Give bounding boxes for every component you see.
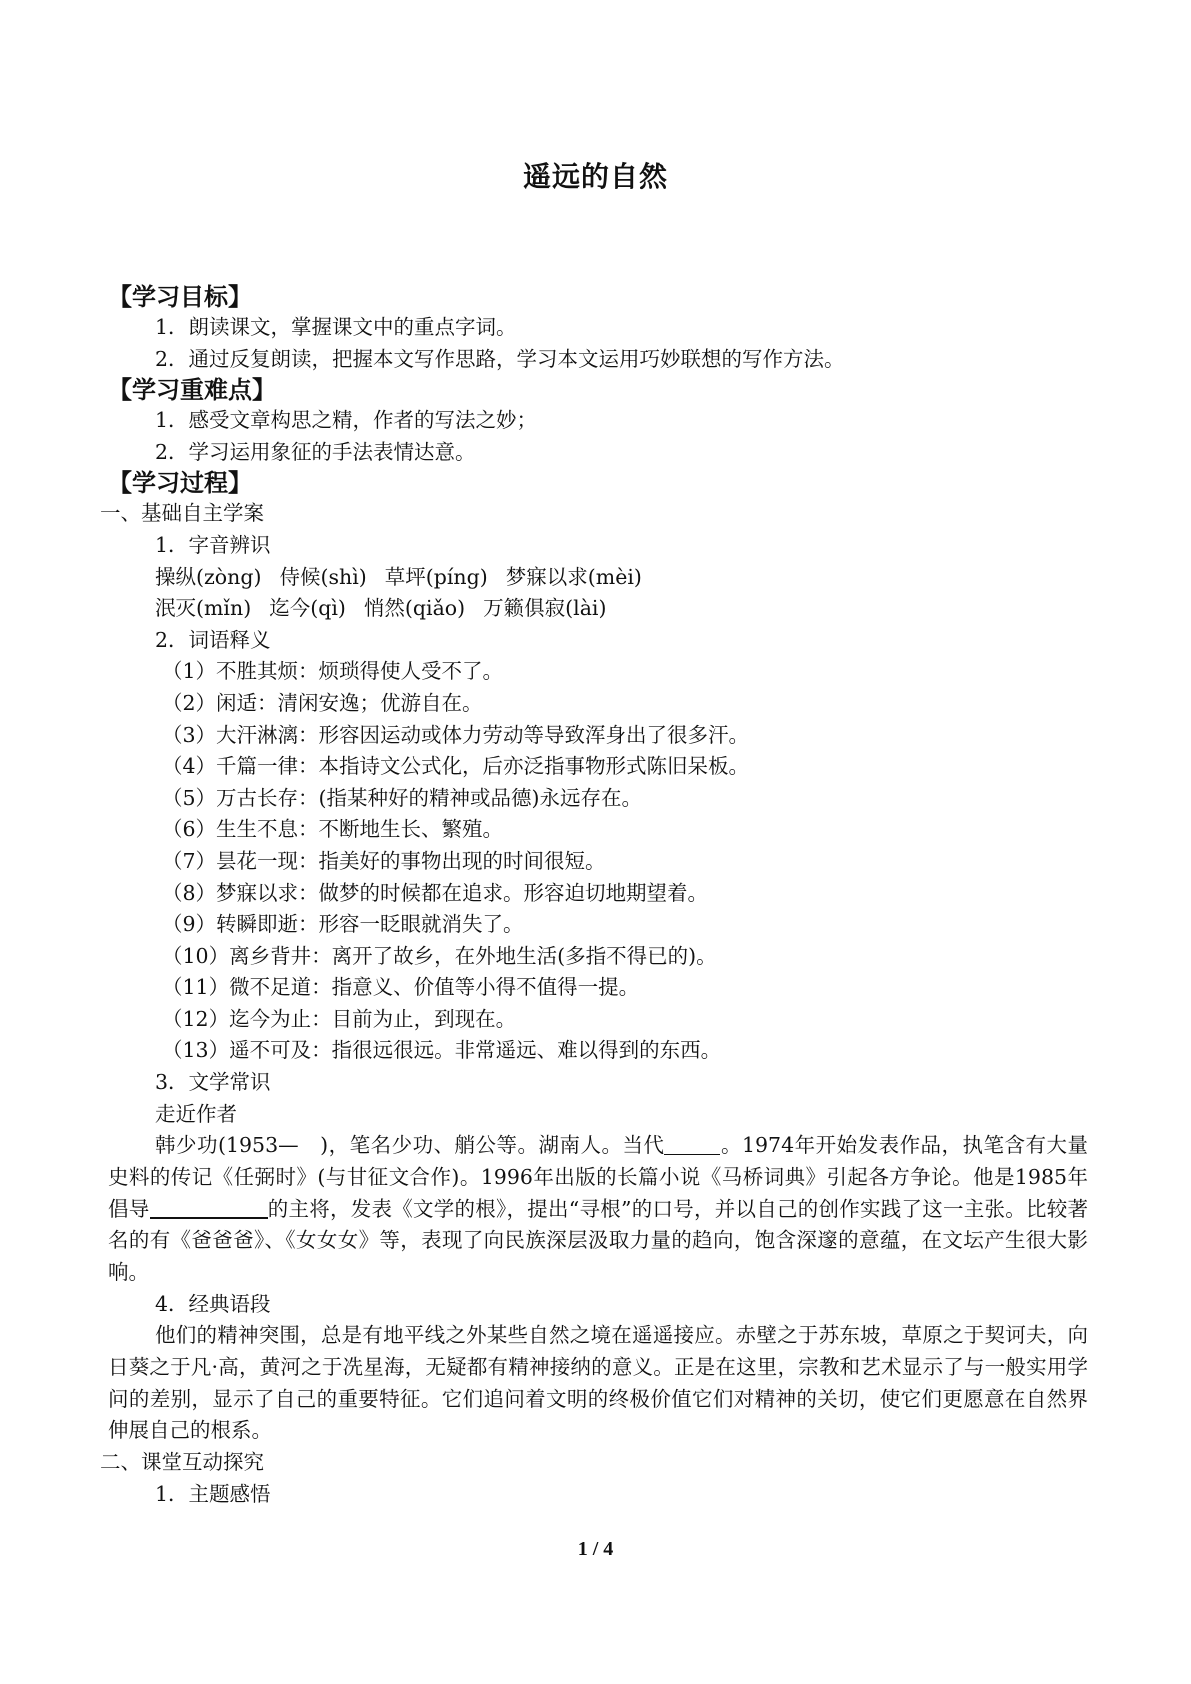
- part-two-title: 二、课堂互动探究: [100, 1450, 264, 1475]
- definition-item: （12）迄今为止：目前为止，到现在。: [162, 1006, 517, 1031]
- page-number: 1 / 4: [577, 1538, 614, 1560]
- fill-blank[interactable]: [150, 1197, 268, 1219]
- document-body: [100, 282, 1089, 1510]
- author-paragraph: [108, 1130, 1088, 1289]
- section-pronunciation-title: 1．字音辨识: [155, 532, 271, 557]
- pronunciation-row: [108, 562, 1088, 594]
- pronunciation-item: 泯灭(mǐn): [155, 596, 252, 621]
- goal-item: 2．通过反复朗读，把握本文写作思路，学习本文运用巧妙联想的写作方法。: [155, 346, 845, 371]
- pronunciation-item: 侍候(shì): [279, 564, 367, 589]
- definition-item: （3）大汗淋漓：形容因运动或体力劳动等导致浑身出了很多汗。: [162, 722, 750, 747]
- definition-item: （7）昙花一现：指美好的事物出现的时间很短。: [162, 848, 606, 873]
- pronunciation-item: 操纵(zòng): [155, 564, 262, 589]
- key-point-item: 1．感受文章构思之精，作者的写法之妙；: [155, 408, 538, 433]
- author-text: 韩少功(1953— )，笔名少功、艄公等。湖南人。当代: [155, 1133, 665, 1158]
- pronunciation-item: 草坪(píng): [384, 564, 488, 589]
- author-text: 。1974年开始发表作品，执笔含有大量史料的传记《任弼时》(与甘征文合作)。1996年出版的长篇小说《马桥词典》引起各方争论。他是1985年倡导: [108, 1133, 1088, 1221]
- pronunciation-row: [108, 593, 1088, 625]
- definition-item: （2）闲适：清闲安逸；优游自在。: [162, 690, 483, 715]
- goal-item: 1．朗读课文，掌握课文中的重点字词。: [155, 315, 517, 339]
- definition-item: （1）不胜其烦：烦琐得使人受不了。: [162, 659, 504, 684]
- heading-key-points: 【学习重难点】: [108, 376, 276, 405]
- part-one-title: 一、基础自主学案: [100, 501, 264, 526]
- classic-paragraph: 他们的精神突围，总是有地平线之外某些自然之境在遥遥接应。赤壁之于苏东坡，草原之于契诃夫，向日葵之于凡·高，黄河之于冼星海，无疑都有精神接纳的意义。正是在这里，宗教和艺术显示了与一般实用学问的差别，显示了自己的重要特征。它们追问着文明的终极价值它们对精神的关切，使它们更愿意在自然界伸展自己的根系。: [108, 1323, 1088, 1443]
- fill-blank[interactable]: [664, 1134, 720, 1155]
- document-title: 遥远的自然: [522, 160, 668, 193]
- author-subtitle: 走近作者: [155, 1101, 237, 1126]
- pronunciation-item: 迄今(qì): [269, 596, 346, 621]
- definition-item: （13）遥不可及：指很远很远。非常遥远、难以得到的东西。: [162, 1038, 722, 1063]
- author-text: 的主将，发表《文学的根》，提出“寻根”的口号，并以自己的创作实践了这一主张。比较著名的有《爸爸爸》、《女女女》等，表现了向民族深层汲取力量的趋向，饱含深邃的意蕴，在文坛产生很大影响。: [108, 1196, 1089, 1285]
- pronunciation-item: 梦寐以求(mèi): [505, 564, 642, 589]
- section-theme-title: 1．主题感悟: [155, 1481, 271, 1506]
- section-classic-title: 4．经典语段: [155, 1291, 271, 1316]
- definition-item: （10）离乡背井：离开了故乡，在外地生活(多指不得已的)。: [162, 943, 717, 968]
- definition-item: （8）梦寐以求：做梦的时候都在追求。形容迫切地期望着。: [162, 880, 709, 905]
- section-definitions-title: 2．词语释义: [155, 627, 271, 652]
- pronunciation-item: 万籁俱寂(lài): [483, 596, 607, 621]
- definition-item: （5）万古长存：(指某种好的精神或品德)永远存在。: [162, 785, 643, 810]
- definition-item: （6）生生不息：不断地生长、繁殖。: [162, 817, 504, 842]
- definition-item: （4）千篇一律：本指诗文公式化，后亦泛指事物形式陈旧呆板。: [162, 754, 750, 779]
- section-literature-title: 3．文学常识: [155, 1070, 271, 1095]
- definition-item: （11）微不足道：指意义、价值等小得不值得一提。: [162, 975, 640, 1000]
- heading-goals: 【学习目标】: [108, 283, 252, 311]
- pronunciation-item: 悄然(qiǎo): [363, 596, 466, 621]
- key-point-item: 2．学习运用象征的手法表情达意。: [155, 439, 476, 464]
- definition-item: （9）转瞬即逝：形容一眨眼就消失了。: [162, 912, 524, 937]
- heading-process: 【学习过程】: [108, 469, 252, 498]
